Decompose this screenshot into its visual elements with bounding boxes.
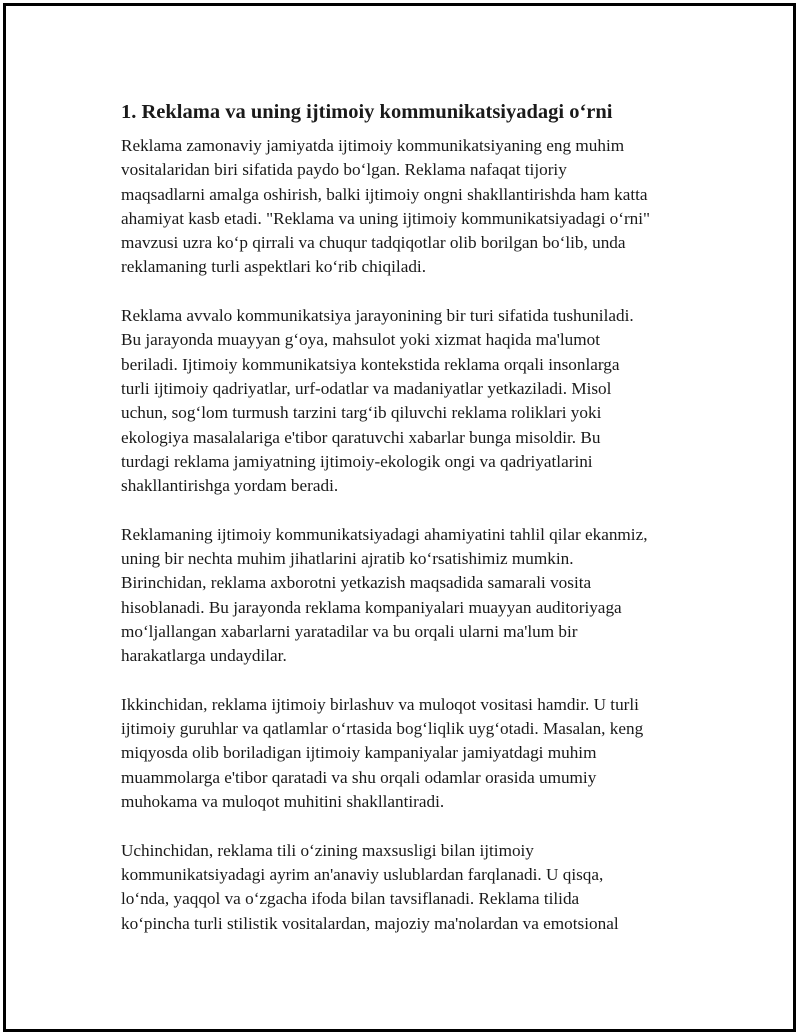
paragraph — [121, 134, 701, 280]
paragraph-line: uchun, sog‘lom turmush tarzini targ‘ib qiluvchi reklama roliklari yoki — [121, 403, 602, 423]
paragraph-list — [121, 134, 701, 936]
paragraph — [121, 523, 701, 669]
paragraph — [121, 304, 701, 498]
paragraph-line: Uchinchidan, reklama tili o‘zining maxsusligi bilan ijtimoiy — [121, 840, 534, 860]
paragraph-line: miqyosda olib boriladigan ijtimoiy kampaniyalar jamiyatdagi muhim — [121, 743, 597, 763]
paragraph-line: Reklama avvalo kommunikatsiya jarayonining bir turi sifatida tushuniladi. — [121, 306, 634, 326]
paragraph-line: muhokama va muloqot muhitini shakllantiradi. — [121, 792, 445, 812]
paragraph-line: Reklama zamonaviy jamiyatda ijtimoiy kommunikatsiyaning eng muhim — [121, 136, 625, 155]
paragraph-line: turdagi reklama jamiyatning ijtimoiy-ekologik ongi va qadriyatlarini — [121, 451, 593, 471]
paragraph-line: Bu jarayonda muayyan g‘oya, mahsulot yoki xizmat haqida ma'lumot — [121, 330, 600, 350]
paragraph-line: hisoblanadi. Bu jarayonda reklama kompaniyalari muayyan auditoriyaga — [121, 597, 622, 617]
paragraph-line: kommunikatsiyadagi ayrim an'anaviy uslublardan farqlanadi. U qisqa, — [121, 864, 604, 884]
paragraph-line: ekologiya masalalariga e'tibor qaratuvchi xabarlar bunga misoldir. Bu — [121, 427, 601, 447]
paragraph-line: uning bir nechta muhim jihatlarini ajratib ko‘rsatishimiz mumkin. — [121, 549, 574, 569]
paragraph-line: beriladi. Ijtimoiy kommunikatsiya kontekstida reklama orqali insonlarga — [121, 354, 620, 374]
paragraph — [121, 839, 701, 936]
paragraph-line: ko‘pincha turli stilistik vositalardan, majoziy ma'nolardan va emotsional — [121, 913, 619, 933]
paragraph-line: vositalaridan biri sifatida paydo bo‘lgan. Reklama nafaqat tijoriy — [121, 160, 567, 180]
paragraph-line: shakllantirishga yordam beradi. — [121, 476, 339, 496]
page-frame — [3, 3, 796, 1032]
paragraph-line: ahamiyat kasb etadi. "Reklama va uning ijtimoiy kommunikatsiyadagi o‘rni" — [121, 208, 651, 228]
paragraph-line: turli ijtimoiy qadriyatlar, urf-odatlar va madaniyatlar yetkaziladi. Misol — [121, 378, 612, 398]
paragraph-line: mavzusi uzra ko‘p qirrali va chuqur tadqiqotlar olib borilgan bo‘lib, unda — [121, 233, 626, 253]
paragraph-line: harakatlarga undaydilar. — [121, 646, 287, 666]
paragraph-line: maqsadlarni amalga oshirish, balki ijtimoiy ongni shakllantirishda ham katta — [121, 184, 648, 204]
paragraph-line: mo‘ljallangan xabarlarni yaratadilar va bu orqali ularni ma'lum bir — [121, 621, 578, 641]
paragraph — [121, 693, 701, 814]
paragraph-line: Birinchidan, reklama axborotni yetkazish maqsadida samarali vosita — [121, 573, 592, 593]
paragraph-line: Reklamaning ijtimoiy kommunikatsiyadagi ahamiyatini tahlil qilar ekanmiz, — [121, 524, 648, 544]
paragraph-line: muammolarga e'tibor qaratadi va shu orqali odamlar orasida umumiy — [121, 767, 597, 787]
document-content — [121, 98, 701, 960]
paragraph-line: Ikkinchidan, reklama ijtimoiy birlashuv va muloqot vositasi hamdir. U turli — [121, 694, 639, 714]
paragraph-line: lo‘nda, yaqqol va o‘zgacha ifoda bilan tavsiflanadi. Reklama tilida — [121, 889, 580, 909]
section-heading: 1. Reklama va uning ijtimoiy kommunikatsiyadagi o‘rni — [121, 101, 613, 123]
paragraph-line: reklamaning turli aspektlari ko‘rib chiqiladi. — [121, 257, 426, 277]
paragraph-line: ijtimoiy guruhlar va qatlamlar o‘rtasida bog‘liqlik uyg‘otadi. Masalan, keng — [121, 719, 644, 739]
